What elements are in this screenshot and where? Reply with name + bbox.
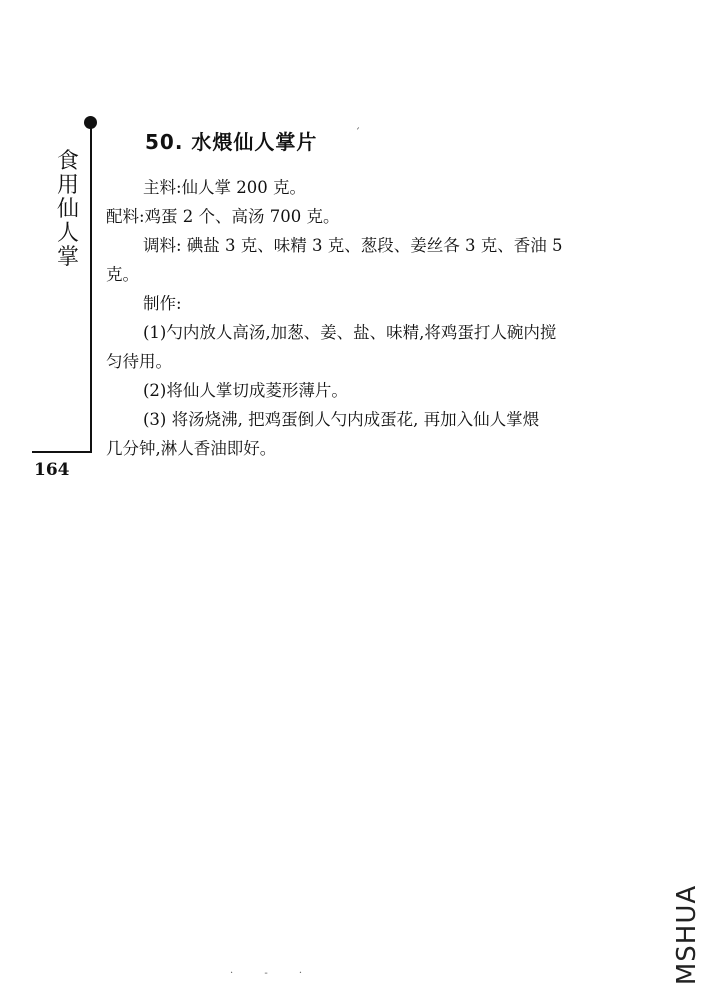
recipe-title: 50. 水煨仙人掌片 bbox=[145, 130, 318, 154]
ingredient-main: 主料:仙人掌 200 克。 bbox=[143, 178, 307, 197]
step-2: (2)将仙人掌切成菱形薄片。 bbox=[143, 381, 348, 400]
running-head-char: 食 bbox=[56, 149, 79, 174]
step-1-cont: 匀待用。 bbox=[106, 352, 172, 371]
page-number: 164 bbox=[34, 460, 70, 480]
print-speck: ´ bbox=[355, 128, 360, 139]
seasoning-line-cont: 克。 bbox=[106, 265, 139, 284]
running-head bbox=[55, 150, 81, 270]
ingredient-secondary: 配料:鸡蛋 2 个、高汤 700 克。 bbox=[106, 207, 340, 226]
watermark bbox=[672, 880, 702, 990]
margin-rule bbox=[90, 122, 92, 452]
scan-specks: · - · bbox=[230, 968, 317, 979]
running-head-char: 仙 bbox=[56, 197, 79, 222]
running-head-char: 人 bbox=[56, 221, 79, 246]
seasoning-line: 调料: 碘盐 3 克、味精 3 克、葱段、姜丝各 3 克、香油 5 bbox=[143, 236, 563, 255]
running-head-char: 掌 bbox=[56, 245, 79, 270]
footer-rule bbox=[32, 451, 92, 453]
watermark-text: MSHUA bbox=[672, 884, 702, 986]
step-3-cont: 几分钟,淋人香油即好。 bbox=[106, 439, 277, 458]
step-3: (3) 将汤烧沸, 把鸡蛋倒人勺内成蛋花, 再加入仙人掌煨 bbox=[143, 410, 540, 429]
method-heading: 制作: bbox=[143, 294, 182, 313]
step-1: (1)勺内放人高汤,加葱、姜、盐、味精,将鸡蛋打人碗内搅 bbox=[143, 323, 557, 342]
running-head-char: 用 bbox=[56, 173, 79, 198]
